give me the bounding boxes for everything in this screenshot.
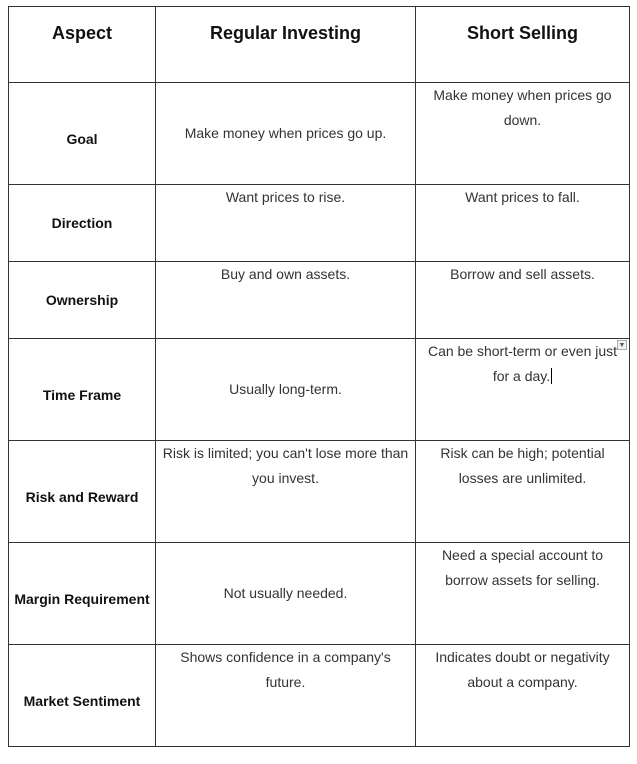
short-time-frame-cell[interactable] [416,339,630,441]
aspect-ownership[interactable]: Ownership [9,262,156,339]
aspect-goal[interactable]: Goal [9,83,156,185]
regular-ownership[interactable]: Buy and own assets. [156,262,416,339]
aspect-margin-requirement[interactable]: Margin Requirement [9,543,156,645]
table-row [9,83,630,185]
aspect-risk-and-reward[interactable]: Risk and Reward [9,441,156,543]
header-short-selling[interactable]: Short Selling [416,7,630,83]
table-row [9,441,630,543]
short-ownership[interactable]: Borrow and sell assets. [416,262,630,339]
header-regular-investing[interactable]: Regular Investing [156,7,416,83]
regular-risk-and-reward[interactable]: Risk is limited; you can't lose more than you invest. [156,441,416,543]
regular-margin-requirement[interactable]: Not usually needed. [156,543,416,645]
text-cursor [551,368,552,384]
aspect-time-frame[interactable]: Time Frame [9,339,156,441]
table-row [9,262,630,339]
regular-direction[interactable]: Want prices to rise. [156,185,416,262]
short-market-sentiment[interactable]: Indicates doubt or negativity about a company. [416,645,630,747]
short-direction[interactable]: Want prices to fall. [416,185,630,262]
short-goal[interactable]: Make money when prices go down. [416,83,630,185]
chevron-down-icon[interactable]: ▼ [618,342,626,349]
regular-time-frame[interactable]: Usually long-term. [156,339,416,441]
header-row [9,7,630,83]
aspect-direction[interactable]: Direction [9,185,156,262]
comparison-table [8,6,630,747]
table-row [9,543,630,645]
header-aspect[interactable]: Aspect [9,7,156,83]
table-row [9,339,630,441]
table-row [9,645,630,747]
short-time-frame: Can be short-term or even just for a day. [427,343,618,384]
regular-goal[interactable]: Make money when prices go up. [156,83,416,185]
short-margin-requirement[interactable]: Need a special account to borrow assets for selling. [416,543,630,645]
aspect-market-sentiment[interactable]: Market Sentiment [9,645,156,747]
short-risk-and-reward[interactable]: Risk can be high; potential losses are unlimited. [416,441,630,543]
regular-market-sentiment[interactable]: Shows confidence in a company's future. [156,645,416,747]
table-row [9,185,630,262]
